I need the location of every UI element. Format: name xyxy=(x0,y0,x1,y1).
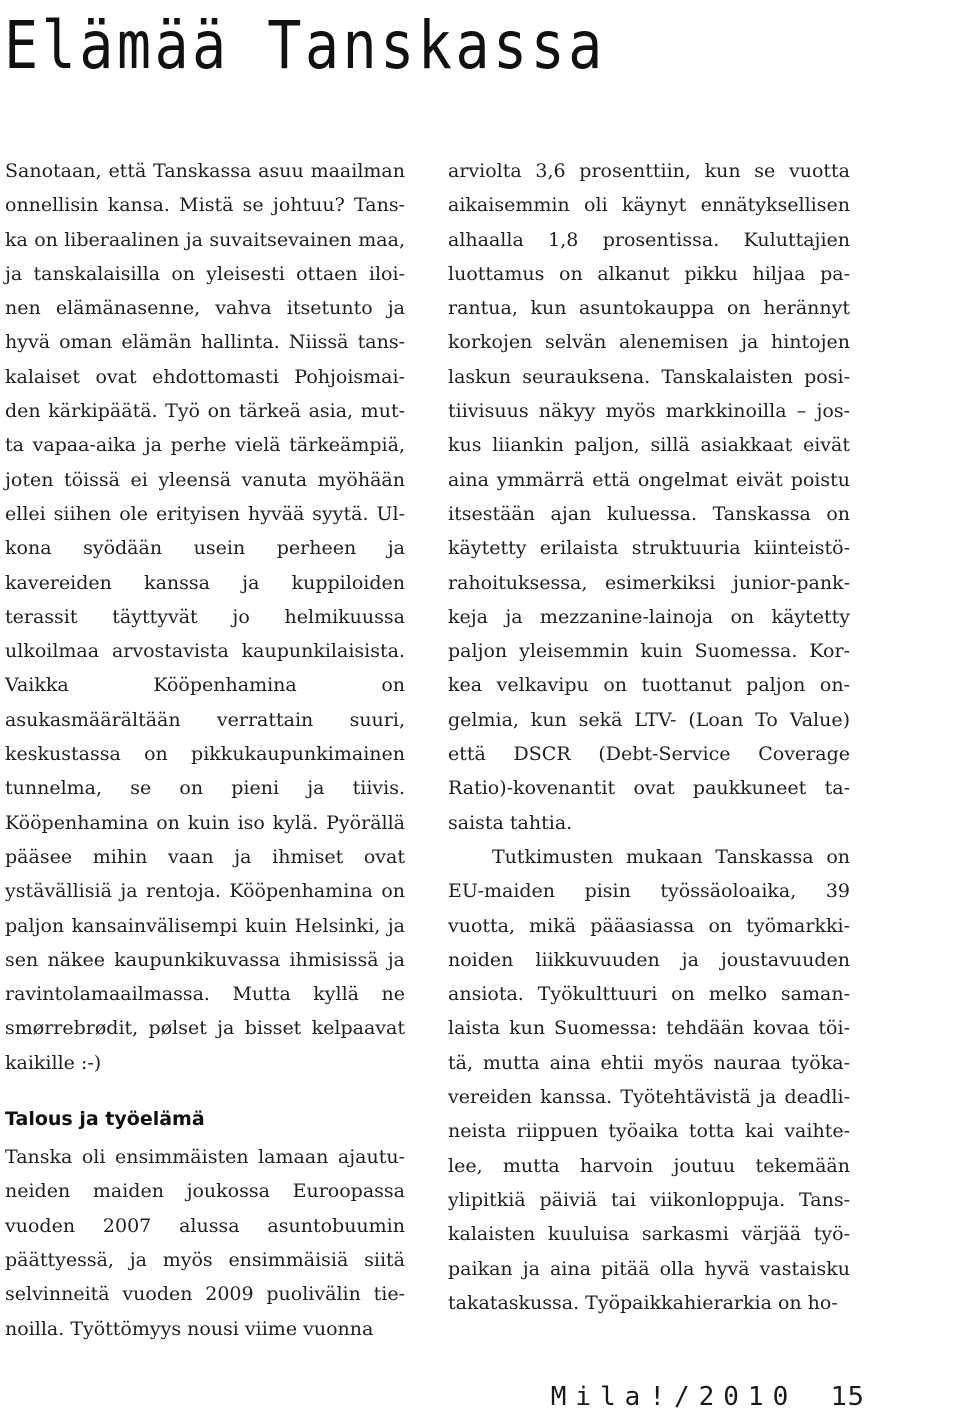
magazine-issue: Mila!/2010 xyxy=(550,1382,798,1412)
body-paragraph-intro: Sanotaan, että Tanskassa asuu maailman onnellisin kansa. Mistä se johtuu? Tanska on liberaalinen ja suvaitsevainen maa, ja tanskalaisilla on yleisesti ottaen iloinen elämänasenne, vahva itsetunto ja hyvä oman elämän hallinta. Niissä tanskalaiset ovat ehdottomasti Pohjoismaiden kärkipäätä. Työ on tärkeä asia, mutta vapaa-aika ja perhe vielä tärkeämpiä, joten töissä ei yleensä vanuta myöhään ellei siihen ole erityisen hyvää syytä. Ulkona syödään usein perheen ja kavereiden kanssa ja kuppiloiden terassit täyttyvät jo helmikuussa ulkoilmaa arvostavista kaupunkilaisista. Vaikka Kööpenhamina on asukasmäärältään verrattain suuri, keskustassa on pikkukaupunkimainen tunnelma, se on pieni ja tiivis. Kööpenhamina on kuin iso kylä. Pyörällä pääsee mihin vaan ja ihmiset ovat ystävällisiä ja rentoja. Kööpenhamina on paljon kansainvälisempi kuin Helsinki, ja sen näkee kaupunkikuvassa ihmisissä ja ravintolamaailmassa. Mutta kyllä ne smørrebrødit, pølset ja bisset kelpaavat kaikille :-) xyxy=(5,160,405,1074)
right-column xyxy=(448,154,850,1320)
left-column xyxy=(5,154,405,1346)
body-paragraph-working-life: Tutkimusten mukaan Tanskassa on EU-maiden pisin työssäoloaika, 39 vuotta, mikä pääasiassa on työmarkkinoiden liikkuvuuden ja joustavuuden ansiota. Työkulttuuri on melko samanlaista kun Suomessa: tehdään kovaa töitä, mutta aina ehtii myös nauraa työkavereiden kanssa. Työtehtävistä ja deadlineista riippuen työaika totta kai vaihtelee, mutta harvoin joutuu tekemään ylipitkiä päiviä tai viikonloppuja. Tanskalaisten kuuluisa sarkasmi värjää työpaikan ja aina pitää olla hyvä vastaisku takataskussa. Työpaikkahierarkia on ho- xyxy=(448,845,850,1314)
body-paragraph-economy-continued: arviolta 3,6 prosenttiin, kun se vuotta aikaisemmin oli käynyt ennätyksellisen alhaalla 1,8 prosentissa. Kuluttajien luottamus on alkanut pikku hiljaa parantua, kun asuntokauppa on herännyt korkojen selvän alenemisen ja hintojen laskun seurauksena. Tanskalaisten positiivisuus näkyy myös markkinoilla – joskus liiankin paljon, sillä asiakkaat eivät aina ymmärrä että ongelmat eivät poistu itsestään ajan kuluessa. Tanskassa on käytetty erilaista struktuuria kiinteistörahoituksessa, esimerkiksi junior-pankkeja ja mezzanine-lainoja on käytetty paljon yleisemmin kuin Suomessa. Korkea velkavipu on tuottanut paljon ongelmia, kun sekä LTV- (Loan To Value) että DSCR (Debt-Service Coverage Ratio)-kovenantit ovat paukkuneet tasaista tahtia. xyxy=(448,160,850,834)
page-title: Elämää Tanskassa xyxy=(4,7,606,84)
page-footer xyxy=(551,1382,864,1412)
page-number: 15 xyxy=(830,1382,864,1412)
body-paragraph-economy: Tanska oli ensimmäisten lamaan ajautuneiden maiden joukossa Euroopassa vuoden 2007 alussa asuntobuumin päättyessä, ja myös ensimmäisiä siitä selvinneitä vuoden 2009 puolivälin tienoilla. Työttömyys nousi viime vuonna xyxy=(5,1146,405,1340)
section-heading: Talous ja työelämä xyxy=(5,1108,205,1131)
